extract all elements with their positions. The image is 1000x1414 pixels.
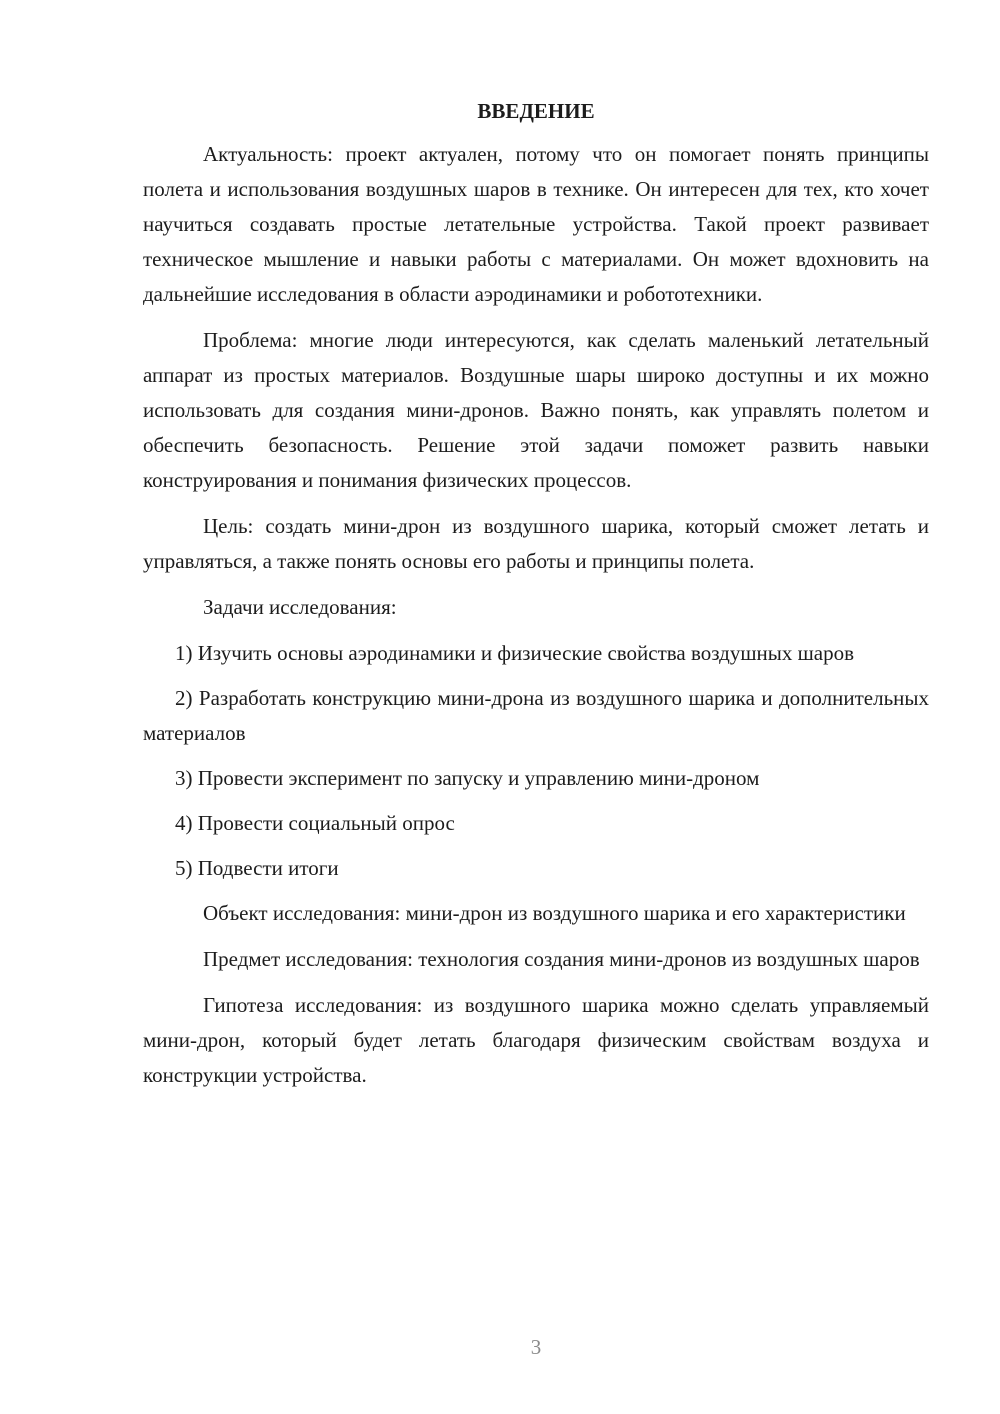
- paragraph-subject: Предмет исследования: технология создания мини-дронов из воздушных шаров: [203, 947, 920, 971]
- paragraph-relevance: Актуальность: проект актуален, потому что он помогает понять принципы полета и использования воздушных шаров в технике. Он интересен для тех, кто хочет научиться создавать простые летательные устройства. Такой проект развивает техническое мышление и навыки работы с материалами. Он может вдохновить на дальнейшие исследования в области аэродинамики и робототехники.: [143, 142, 929, 306]
- task-item-4: 4) Провести социальный опрос: [175, 811, 455, 835]
- paragraph-goal: Цель: создать мини-дрон из воздушного шарика, который сможет летать и управляться, а также понять основы его работы и принципы полета.: [143, 514, 929, 573]
- paragraph-object: Объект исследования: мини-дрон из воздушного шарика и его характеристики: [203, 901, 906, 925]
- task-item-5: 5) Подвести итоги: [175, 856, 339, 880]
- page-number: 3: [530, 1335, 542, 1359]
- task-item-1: 1) Изучить основы аэродинамики и физические свойства воздушных шаров: [175, 641, 855, 665]
- paragraph-hypothesis: Гипотеза исследования: из воздушного шарика можно сделать управляемый мини-дрон, который будет летать благодаря физическим свойствам воздуха и конструкции устройства.: [143, 993, 929, 1087]
- paragraph-problem: Проблема: многие люди интересуются, как сделать маленький летательный аппарат из простых материалов. Воздушные шары широко доступны и их можно использовать для создания мини-дронов. Важно понять, как управлять полетом и обеспечить безопасность. Решение этой задачи поможет развить навыки конструирования и понимания физических процессов.: [143, 328, 929, 492]
- task-item-2: 2) Разработать конструкцию мини-дрона из воздушного шарика и дополнительных материалов: [143, 686, 929, 745]
- task-item-3: 3) Провести эксперимент по запуску и управлению мини-дроном: [175, 766, 760, 790]
- tasks-title: Задачи исследования:: [203, 595, 397, 619]
- section-heading: ВВЕДЕНИЕ: [477, 99, 595, 123]
- page-content: [143, 97, 929, 1104]
